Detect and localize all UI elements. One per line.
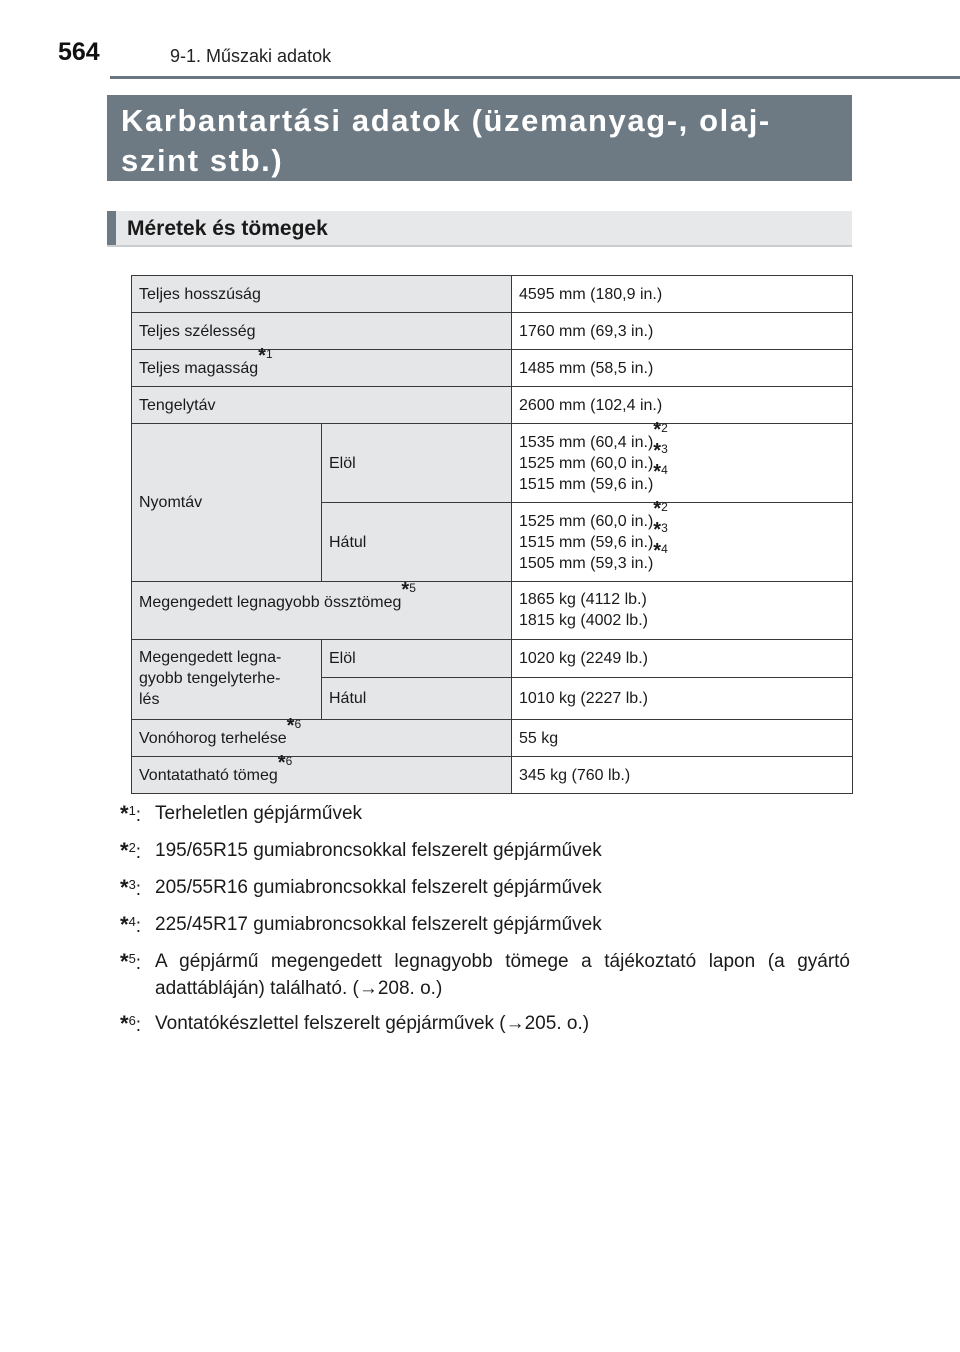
subtitle-accent-bar <box>107 211 116 245</box>
footnote-ref-number: 6 <box>294 716 302 731</box>
table-row <box>132 276 853 313</box>
footnote-ref: *6 <box>286 714 302 737</box>
footnote-ref-number: 4 <box>661 541 668 556</box>
footnote <box>120 874 850 903</box>
sub-label: Hátul <box>322 503 512 582</box>
sub-label: Hátul <box>322 678 512 720</box>
footnote <box>120 837 850 866</box>
footnote-ref: *4 <box>653 460 668 483</box>
row-label-line: lés <box>139 691 160 708</box>
row-label-cell <box>132 344 512 387</box>
table-row <box>132 350 853 387</box>
row-label-cell <box>132 640 322 720</box>
row-label: Teljes szélesség <box>132 313 512 350</box>
footnote-number: 5 <box>128 951 136 966</box>
row-value: 345 kg (760 lb.) <box>512 757 853 794</box>
header-divider <box>110 76 960 79</box>
footnote-ref: *3 <box>653 518 668 541</box>
value-text: 1505 mm (59,3 in.) <box>519 554 654 572</box>
footnote-text: 225/45R17 gumiabroncsokkal felszerelt gépjárművek <box>155 914 602 935</box>
row-value: 55 kg <box>512 720 853 757</box>
row-label-line: Megengedett legna- <box>139 649 282 666</box>
value-text: 1515 mm (59,6 in.) <box>519 475 654 493</box>
section-subtitle <box>107 211 852 247</box>
table-row <box>132 424 853 503</box>
value-line <box>519 418 845 453</box>
footnote-marker: *$^3$: <box>120 875 142 900</box>
footnote-ref: *2 <box>653 497 668 520</box>
table-row <box>132 720 853 757</box>
row-label: Teljes hosszúság <box>132 276 512 313</box>
footnote-number: 1 <box>128 803 136 818</box>
value-line: 1815 kg (4002 lb.) <box>519 612 648 629</box>
footnote-text: Vontatókészlettel felszerelt gépjárművek (→205. o.) <box>155 1013 590 1034</box>
footnote-number: 6 <box>128 1013 136 1028</box>
value-text: 1525 mm (60,0 in.) <box>519 512 654 530</box>
footnote-marker: *$^2$: <box>120 838 142 863</box>
footnote <box>120 948 850 1002</box>
page-title: Karbantartási adatok (üzemanyag-, olaj-szint stb.) <box>107 95 852 181</box>
footnote-marker: *$^6$: <box>120 1011 142 1036</box>
row-label-cell <box>132 714 512 757</box>
row-label-line: gyobb tengelyterhe- <box>139 670 281 687</box>
footnote-number: 3 <box>128 877 136 892</box>
footnote-text: 205/55R16 gumiabroncsokkal felszerelt gépjárművek <box>155 877 602 898</box>
row-label-cell <box>132 579 512 640</box>
footnote <box>120 800 850 829</box>
footnote-ref: *4 <box>653 539 668 562</box>
multi-value-cell <box>512 582 853 640</box>
row-label: Vontatatható tömeg <box>139 766 278 784</box>
row-value: 1010 kg (2227 lb.) <box>512 678 853 720</box>
row-value: 2600 mm (102,4 in.) <box>512 387 853 424</box>
row-value: 1485 mm (58,5 in.) <box>512 350 853 387</box>
table-row <box>132 313 853 350</box>
multi-value-cell <box>512 418 853 503</box>
row-value: 1760 mm (69,3 in.) <box>512 313 853 350</box>
footnote-text: A gépjármű megengedett legnagyobb tömege a tájékoztató lapon (a gyártó adattábláján) található. (→208. o.) <box>155 951 850 999</box>
footnotes <box>120 800 850 1047</box>
row-value: 1020 kg (2249 lb.) <box>512 640 853 678</box>
table-row <box>132 582 853 640</box>
footnote-number: 4 <box>128 914 136 929</box>
footnote-ref: *2 <box>653 418 668 441</box>
footnote-text: Terheletlen gépjárművek <box>155 803 363 824</box>
footnote-ref-number: 4 <box>661 462 668 477</box>
footnote-marker: *$^1$: <box>120 801 142 826</box>
footnote-ref-number: 2 <box>661 420 668 435</box>
row-value: 4595 mm (180,9 in.) <box>512 276 853 313</box>
footnote-ref: *5 <box>401 579 416 601</box>
footnote <box>120 1010 850 1039</box>
row-label: Teljes magasság <box>139 359 259 377</box>
row-label: Tengelytáv <box>132 387 512 424</box>
row-label: Nyomtáv <box>132 424 322 582</box>
value-text: 1525 mm (60,0 in.) <box>519 454 654 472</box>
footnote-ref-number: 3 <box>661 441 668 456</box>
table-row <box>132 640 853 678</box>
multi-value-cell <box>512 497 853 582</box>
table-row <box>132 387 853 424</box>
footnote-ref-number: 2 <box>661 499 668 514</box>
page-number: 564 <box>58 38 100 66</box>
footnote-ref-number: 1 <box>265 346 273 361</box>
footnote-ref-number: 5 <box>409 581 416 595</box>
sub-label: Elöl <box>322 424 512 503</box>
footnote-ref: *1 <box>258 344 273 367</box>
footnote-ref: *6 <box>277 751 293 774</box>
page-header <box>0 0 960 80</box>
footnote-text: 195/65R15 gumiabroncsokkal felszerelt gépjárművek <box>155 840 602 861</box>
value-text: 1515 mm (59,6 in.) <box>519 533 654 551</box>
footnote-number: 2 <box>128 840 136 855</box>
value-line <box>519 497 845 532</box>
footnote-ref: *3 <box>653 439 668 462</box>
section-label: 9-1. Műszaki adatok <box>170 46 332 66</box>
footnote-ref-number: 3 <box>661 520 668 535</box>
subtitle-text: Méretek és tömegek <box>127 217 328 240</box>
footnote <box>120 911 850 940</box>
footnote-marker: *$^4$: <box>120 912 142 937</box>
table-row <box>132 757 853 794</box>
specs-table <box>131 275 853 794</box>
value-text: 1535 mm (60,4 in.) <box>519 433 654 451</box>
footnote-ref-number: 6 <box>285 753 293 768</box>
sub-label: Elöl <box>322 640 512 678</box>
row-label: Vonóhorog terhelése <box>139 729 287 747</box>
row-label: Megengedett legnagyobb össztömeg <box>139 594 402 611</box>
row-label-cell <box>132 751 512 794</box>
footnote-marker: *$^5$: <box>120 949 142 974</box>
value-line: 1865 kg (4112 lb.) <box>519 591 647 608</box>
